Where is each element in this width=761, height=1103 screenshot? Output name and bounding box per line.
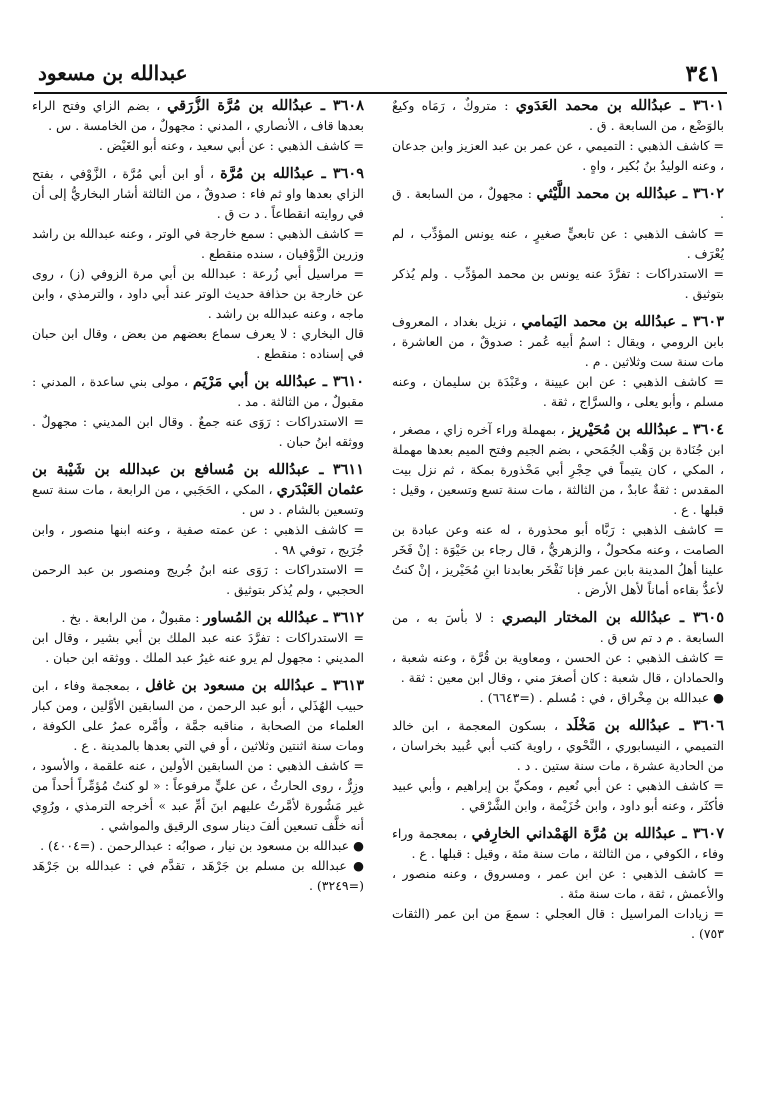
entry-heading: ٣٦٠٢ ـ عبدُالله بن محمد اللَّيْثي bbox=[536, 185, 724, 202]
entry-first-paragraph bbox=[32, 676, 364, 756]
entry-text: ، بسكون المعجمة ، ابن خالد التميمي ، النيسابوري ، النَّحْوي ، راوية كتب أبي عُبيد بخراسان ، من الحادية عشرة ، مات سنة ستين . د . bbox=[392, 718, 724, 773]
biography-entry bbox=[32, 608, 364, 668]
biography-entry bbox=[32, 676, 364, 896]
entry-text: قال البخاري : لا يعرف سماع بعضهم من بعض ، وقال ابن حبان في إسناده : منقطع . bbox=[32, 326, 364, 361]
entry-text: ، بمهملة وراء آخره زاي ، مصغر ، ابن جُنَادة بن وَهْب الجُمَحي ، بضم الجيم وفتح الميم بعدها مهملة ، المكي ، كان يتيماً في حِجْرِ أبي مَحْذورة بمكة ، ثم نزل بيت المقدس : ثقةٌ عابدٌ ، من الثالثة ، مات سنة تسع وتسعين ، وقيل : قبلها . ع . bbox=[392, 422, 724, 517]
entry-text: = كاشف الذهبي : عن أبي سعيد ، وعنه أبو الغَيْض . bbox=[98, 138, 364, 153]
entry-heading: ٣٦٠٥ ـ عبدُالله بن المختار البصري bbox=[501, 609, 724, 626]
entry-first-paragraph bbox=[32, 96, 364, 136]
entry-first-paragraph bbox=[392, 608, 724, 648]
entry-text: : مجهولٌ ، من السابعة . ق . bbox=[392, 186, 724, 221]
entry-text: = كاشف الذهبي : عن عمته صفية ، وعنه ابنها منصور ، وابن جُرَيج ، توفي ٩٨ . bbox=[32, 522, 364, 557]
page-header bbox=[34, 60, 727, 94]
entry-paragraph bbox=[392, 904, 724, 944]
biography-entry bbox=[392, 420, 724, 600]
entry-text: ● عبدالله بن مسلم بن جَرْهَد ، تقدَّم في : عبدالله بن جَرْهَد (=٣٢٤٩) . bbox=[32, 858, 364, 893]
entry-heading: ٣٦٠٦ ـ عبدُالله بن مَخْلَد bbox=[566, 717, 724, 734]
entry-paragraph bbox=[32, 560, 364, 600]
entry-text: ● عبدالله بن مسعود بن نيار ، صوابُه : عبدالرحمن . (=٤٠٠٤) . bbox=[40, 838, 364, 853]
biography-entry bbox=[32, 372, 364, 452]
entry-paragraph bbox=[392, 264, 724, 304]
entry-text: = الاستدراكات : رَوَى عنه ابنُ جُريج ومنصور بن عبد الرحمن الحجبي ، ولم يُذكر بتوثيق . bbox=[32, 562, 364, 597]
entry-text: = كاشف الذهبي : عن ابن عمر ، ومسروق ، وعنه منصور ، والأعمش ، ثقة ، مات سنة مئة . bbox=[392, 866, 724, 901]
entry-text: : متروكٌ ، رَمَاه وكيعٌ بالوَضْع ، من السابعة . ق . bbox=[392, 98, 724, 133]
entry-text: = كاشف الذهبي : سمع خارجة في الوتر ، وعنه عبدالله بن راشد وزرين الزَّوْفيان ، سنده منقطع . bbox=[32, 226, 364, 261]
biography-entry bbox=[392, 184, 724, 304]
entry-first-paragraph bbox=[32, 164, 364, 224]
entry-text: ، أو ابن أبي مُرَّة ، الزَّوْفي ، بفتح الزاي بعدها واو ثم فاء : صدوقٌ ، من الثالثة أشار البخاريُّ إلى أن في روايته انقطاعاً . د ت ق . bbox=[32, 166, 364, 221]
entry-text: = كاشف الذهبي : عن الحسن ، ومعاوية بن قُرَّة ، وعنه شعبة ، والحمادان ، قال شعبة : كان أصغرَ مني ، وقال ابن معين : ثقة . bbox=[392, 650, 724, 685]
entry-first-paragraph bbox=[32, 608, 364, 628]
entry-paragraph bbox=[32, 520, 364, 560]
entry-paragraph bbox=[392, 688, 724, 708]
entry-paragraph bbox=[32, 756, 364, 836]
biography-entry bbox=[392, 824, 724, 944]
entry-text: ● عبدالله بن مِخْراق ، في : مُسلم . (=٦٦٤٣) . bbox=[479, 690, 724, 705]
entry-paragraph bbox=[392, 520, 724, 600]
entry-text: ، مولى بني ساعدة ، المدني : مقبولٌ ، من الثالثة . مد . bbox=[32, 374, 364, 409]
entry-text: = كاشف الذهبي : عن تابعيٍّ صغيرٍ ، عنه يونس المؤدِّب ، لم يُعْرَف . bbox=[392, 226, 724, 261]
entry-first-paragraph bbox=[392, 96, 724, 136]
entry-heading: ٣٦٠٨ ـ عبدُالله بن مُرَّة الزُّرَقي bbox=[167, 97, 364, 114]
entry-paragraph bbox=[32, 264, 364, 324]
right-column bbox=[392, 96, 724, 1086]
biography-entry bbox=[32, 460, 364, 600]
entry-heading: ٣٦١٠ ـ عبدُالله بن أبي مَرْيَم bbox=[192, 373, 364, 390]
biography-entry bbox=[32, 96, 364, 156]
entry-text: = كاشف الذهبي : عن أبي نُعيم ، ومكيِّ بن إبراهيم ، وأبي عبيد فأكثَر ، وعنه أبو داود ، وابن خُزَيْمة ، وابن الشَّرْقي . bbox=[392, 778, 724, 813]
entry-first-paragraph bbox=[392, 716, 724, 776]
entry-text: ، نزيل بغداد ، المعروف بابن الرومي ، ويقال : اسمُ أبيه عُمر : صدوقٌ ، من العاشرة ، مات سنة ست وثلاثين . م . bbox=[392, 314, 724, 369]
entry-text: ، بضم الزاي وفتح الراء بعدها قاف ، الأنصاري ، المدني : مجهولٌ ، من الخامسة . س . bbox=[32, 98, 364, 133]
entry-text: = الاستدراكات : تفرَّدَ عنه عبد الملك بن أبي بشير ، وقال ابن المديني : مجهول لم يرو عنه غيرُ عبد الملك . ووثقه ابن حبان . bbox=[32, 630, 364, 665]
running-title: عبدالله بن مسعود bbox=[38, 61, 188, 85]
biography-entry bbox=[392, 716, 724, 816]
entry-text: = مراسيل أبي زُرعة : عبدالله بن أبي مرة الزوفي (ز) ، روى عن خارجة بن حذافة حديث الوتر عند أبي داود ، والترمذي ، وابن ماجه ، وعنه عبدالله بن راشد . bbox=[32, 266, 364, 321]
entry-heading: ٣٦١١ ـ عبدُالله بن مُسافع بن عبدالله بن شَيْبة بن عثمان العَبْدَري bbox=[32, 461, 364, 498]
entry-text: = الاستدراكات : تفرَّدَ عنه يونس بن محمد المؤدِّب . ولم يُذكر بتوثيق . bbox=[392, 266, 724, 301]
entry-paragraph bbox=[32, 412, 364, 452]
entry-paragraph bbox=[32, 224, 364, 264]
entry-paragraph bbox=[392, 864, 724, 904]
entry-first-paragraph bbox=[32, 372, 364, 412]
entry-heading: ٣٦١٢ ـ عبدُالله بن المُساور bbox=[203, 609, 364, 626]
entry-paragraph bbox=[32, 324, 364, 364]
entry-first-paragraph bbox=[392, 184, 724, 224]
left-column bbox=[32, 96, 364, 1086]
entry-paragraph bbox=[392, 648, 724, 688]
entry-heading: ٣٦١٣ ـ عبدُالله بن مسعود بن غافل bbox=[145, 677, 364, 694]
entry-paragraph bbox=[32, 836, 364, 856]
entry-text: ، المكي ، الحَجَبي ، من الرابعة ، مات سنة تسع وتسعين بالشام . د س . bbox=[32, 482, 364, 517]
entry-text: ، بمعجمة وفاء ، ابن حبيب الهُذَلي ، أبو عبد الرحمن ، من السابقين الأوَّلين ، ومن كبار العلماء من الصحابة ، مناقبه جمَّة ، وأمَّره عمرُ على الكوفة ، ومات سنة اثنتين وثلاثين ، أو في التي بعدها بالمدينة . ع . bbox=[32, 678, 364, 753]
entry-text: : لا بأسَ به ، من السابعة . م د تم س ق . bbox=[392, 610, 724, 645]
entry-text: = كاشف الذهبي : من السابقين الأولين ، عنه علقمة ، والأسود ، وزِرٌّ ، روى الحارثُ ، عن عليٍّ مرفوعاً : « لو كنتُ مُؤمِّراً أحداً من غير مَشُورة لأمَّرتُ عليهم ابنَ أمِّ عبد » أخرجه الترمذي ، ورُوِي أنه خلَّف تسعين ألفَ دينار سوى الرقيق والمواشي . bbox=[32, 758, 364, 833]
biography-entry bbox=[392, 608, 724, 708]
entry-paragraph bbox=[392, 136, 724, 176]
entry-text: = كاشف الذهبي : رَبَّاه أبو محذورة ، له عنه وعن عبادة بن الصامت ، وعنه مكحولٌ ، والزهريُّ ، قال رجاء بن حَيْوَة : إنْ فَخَر علينا أهلُ المدينة بابن عمر فإنا نَفْخَر بعابدنا ابنِ مُحَيْريز ، إنْ كنتُ لأعدُّ بقاءه أماناً لأهل الأرض . bbox=[392, 522, 724, 597]
entry-paragraph bbox=[392, 776, 724, 816]
entry-text: = زيادات المراسيل : قال العجلي : سمعَ من ابن عمر (الثقات ٧٥٣) . bbox=[392, 906, 724, 941]
entry-first-paragraph bbox=[392, 824, 724, 864]
entry-heading: ٣٦٠٧ ـ عبدُالله بن مُرَّة الهَمْداني الخارِفي bbox=[471, 825, 724, 842]
entry-first-paragraph bbox=[32, 460, 364, 520]
entry-text: : مقبولٌ ، من الرابعة . بخ . bbox=[61, 610, 200, 625]
entry-heading: ٣٦٠٩ ـ عبدُالله بن مُرَّة bbox=[220, 165, 364, 182]
entry-paragraph bbox=[392, 224, 724, 264]
entry-paragraph bbox=[32, 628, 364, 668]
entry-paragraph bbox=[392, 372, 724, 412]
biography-entry bbox=[32, 164, 364, 364]
page-number: ٣٤١ bbox=[685, 61, 721, 87]
entry-heading: ٣٦٠١ ـ عبدُالله بن محمد العَدَوي bbox=[515, 97, 724, 114]
entry-heading: ٣٦٠٤ ـ عبدُالله بن مُحَيْريز bbox=[568, 421, 724, 438]
biography-entry bbox=[392, 312, 724, 412]
entry-heading: ٣٦٠٣ ـ عبدُالله بن محمد اليَمامي bbox=[521, 313, 724, 330]
entry-text: ، بمعجمة وراء وفاء ، الكوفي ، من الثالثة ، مات سنة مئة ، وقيل : قبلها . ع . bbox=[392, 826, 724, 861]
biography-entry bbox=[392, 96, 724, 176]
entry-first-paragraph bbox=[392, 420, 724, 520]
entry-text: = كاشف الذهبي : التميمي ، عن عمر بن عبد العزيز وابن جدعان ، وعنه الوليدُ بنُ بُكير ، واهٍ . bbox=[392, 138, 724, 173]
entry-text: = الاستدراكات : رَوَى عنه جمعٌ . وقال ابن المديني : مجهولٌ . ووثقه ابنُ حبان . bbox=[32, 414, 364, 449]
entry-paragraph bbox=[32, 136, 364, 156]
entry-text: = كاشف الذهبي : عن ابن عيينة ، وعَبْدَة بن سليمان ، وعنه مسلم ، وأبو يعلى ، والسرَّاج ، ثقة . bbox=[392, 374, 724, 409]
entry-first-paragraph bbox=[392, 312, 724, 372]
entry-paragraph bbox=[32, 856, 364, 896]
